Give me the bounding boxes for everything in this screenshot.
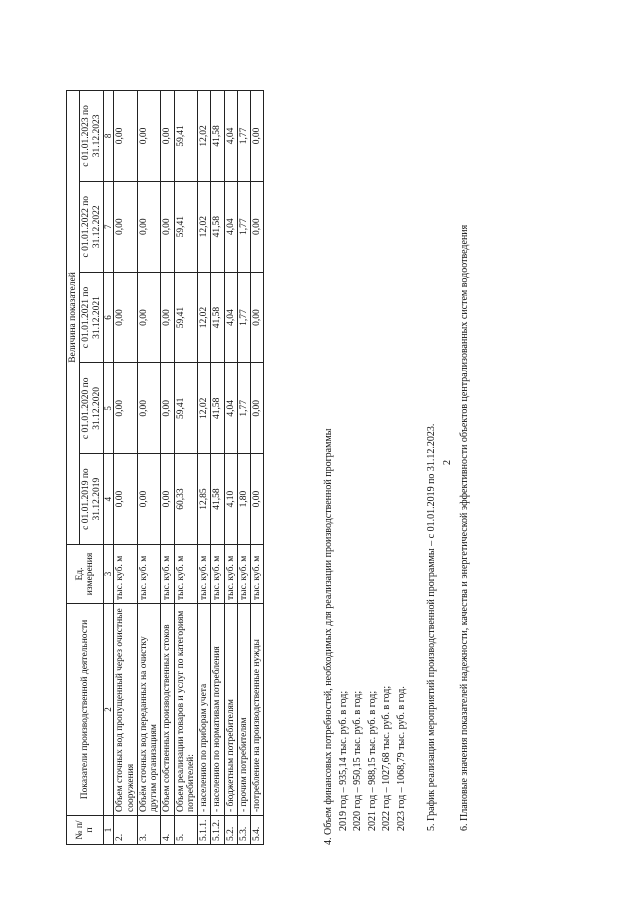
row-value: 59,41: [174, 363, 198, 454]
row-value: 41,58: [211, 363, 224, 454]
row-value: 12,02: [198, 363, 211, 454]
row-value: 0,00: [114, 91, 138, 182]
row-unit: тыс. куб. м: [161, 545, 174, 604]
indicators-table: [66, 90, 264, 845]
column-number: 8: [103, 91, 114, 182]
row-indicator: - бюджетным потребителям: [224, 604, 237, 816]
row-number: 5.1.2.: [211, 816, 224, 845]
header-indicator: Показатели производственной деятельности: [67, 604, 104, 816]
row-number: 5.: [174, 816, 198, 845]
row-value: 0,00: [137, 454, 161, 545]
table-row: [114, 91, 138, 845]
section-5: 5. График реализации мероприятий производственной программы – с 01.01.2019 по 31.12.2023.: [426, 423, 437, 831]
row-value: 0,00: [161, 272, 174, 363]
table-row: [211, 91, 224, 845]
row-indicator: -потребление на производственные нужды: [251, 604, 264, 816]
row-value: 0,00: [114, 181, 138, 272]
row-value: 0,00: [161, 91, 174, 182]
finance-line: 2019 год – 935,14 тыс. руб. в год;: [337, 690, 349, 831]
row-unit: тыс. куб. м: [211, 545, 224, 604]
row-number: 2.: [114, 816, 138, 845]
table-row: [198, 91, 211, 845]
column-number: 6: [103, 272, 114, 363]
row-value: 0,00: [137, 181, 161, 272]
row-value: 59,41: [174, 91, 198, 182]
row-value: 1,80: [237, 454, 250, 545]
row-number: 5.2.: [224, 816, 237, 845]
row-value: 59,41: [174, 272, 198, 363]
row-indicator: Объем сточных вод пропущенный через очистные сооружения: [114, 604, 138, 816]
row-indicator: Объём сточных вод переданных на очистку другим организациям: [137, 604, 161, 816]
row-value: 59,41: [174, 181, 198, 272]
row-value: 4,04: [224, 363, 237, 454]
header-period: с 01.01.2022 по 31.12.2022: [80, 181, 104, 272]
finance-line: 2020 год – 950,15 тыс. руб. в год;: [352, 690, 363, 831]
row-value: 1,77: [237, 181, 250, 272]
row-value: 0,00: [161, 363, 174, 454]
finance-line: 2022 год – 1027,68 тыс. руб. в год;: [381, 685, 392, 831]
table-row: [237, 91, 250, 845]
row-number: 5.3.: [237, 816, 250, 845]
finance-line: 2021 год – 988,15 тыс. руб. в год;: [366, 690, 378, 831]
row-value: 1,77: [237, 91, 250, 182]
row-value: 0,00: [161, 454, 174, 545]
row-indicator: Объем реализации товаров и услуг по категориям потребителей:: [174, 604, 198, 816]
row-value: 0,00: [251, 181, 264, 272]
row-value: 0,00: [251, 272, 264, 363]
row-number: 5.1.1.: [198, 816, 211, 845]
row-value: 4,04: [224, 181, 237, 272]
table-row: [161, 91, 174, 845]
header-period: с 01.01.2021 по 31.12.2021: [80, 272, 104, 363]
row-indicator: - населению по приборам учета: [198, 604, 211, 816]
row-value: 1,77: [237, 363, 250, 454]
row-unit: тыс. куб. м: [114, 545, 138, 604]
row-value: 0,00: [114, 454, 138, 545]
table-row: [224, 91, 237, 845]
row-number: 4.: [161, 816, 174, 845]
row-indicator: Объем собственных производственных стоков: [161, 604, 174, 816]
header-unit: Ед. измерения: [67, 545, 104, 604]
column-number: 7: [103, 181, 114, 272]
column-number: 3: [103, 545, 114, 604]
row-value: 0,00: [251, 363, 264, 454]
row-value: 41,58: [211, 272, 224, 363]
page-number: 2: [442, 460, 453, 465]
row-value: 60,33: [174, 454, 198, 545]
header-period: с 01.01.2019 по 31.12.2019: [80, 454, 104, 545]
row-unit: тыс. куб. м: [237, 545, 250, 604]
row-number: 3.: [137, 816, 161, 845]
table-row: [251, 91, 264, 845]
row-value: 0,00: [137, 272, 161, 363]
row-unit: тыс. куб. м: [251, 545, 264, 604]
finance-line: 2023 год – 1068,79 тыс. руб. в год.: [395, 686, 407, 831]
row-value: 41,58: [211, 181, 224, 272]
row-value: 12,02: [198, 91, 211, 182]
column-number: 1: [103, 816, 114, 845]
row-value: 12,02: [198, 181, 211, 272]
row-indicator: - населению по нормативам потребления: [211, 604, 224, 816]
row-value: 12,85: [198, 454, 211, 545]
column-number: 4: [103, 454, 114, 545]
row-value: 4,10: [224, 454, 237, 545]
row-value: 12,02: [198, 272, 211, 363]
section-4: [322, 285, 409, 845]
header-num: № п/п: [67, 816, 104, 845]
section-6: 6. Плановые значения показателей надежности, качества и энергетической эффективности объектов централизованных систем водоотведения: [459, 224, 470, 831]
row-value: 0,00: [114, 363, 138, 454]
table-row: [174, 91, 198, 845]
row-value: 0,00: [251, 91, 264, 182]
row-value: 1,77: [237, 272, 250, 363]
row-unit: тыс. куб. м: [174, 545, 198, 604]
row-value: 41,58: [211, 91, 224, 182]
column-number: 2: [103, 604, 114, 816]
row-unit: тыс. куб. м: [137, 545, 161, 604]
row-value: 0,00: [137, 91, 161, 182]
row-value: 0,00: [161, 181, 174, 272]
row-value: 0,00: [137, 363, 161, 454]
row-value: 0,00: [114, 272, 138, 363]
section-4-heading: 4. Объем финансовых потребностей, необходимых для реализации производственной программы: [323, 428, 334, 845]
header-values-group: Величина показателей: [67, 91, 80, 545]
row-value: 4,04: [224, 91, 237, 182]
column-number: 5: [103, 363, 114, 454]
row-value: 0,00: [251, 454, 264, 545]
header-period: с 01.01.2023 по 31.12.2023: [80, 91, 104, 182]
row-unit: тыс. куб. м: [224, 545, 237, 604]
row-indicator: - прочим потребителям: [237, 604, 250, 816]
row-unit: тыс. куб. м: [198, 545, 211, 604]
row-value: 41,58: [211, 454, 224, 545]
row-number: 5.4.: [251, 816, 264, 845]
row-value: 4,04: [224, 272, 237, 363]
table-row: [137, 91, 161, 845]
header-period: с 01.01.2020 по 31.12.2020: [80, 363, 104, 454]
